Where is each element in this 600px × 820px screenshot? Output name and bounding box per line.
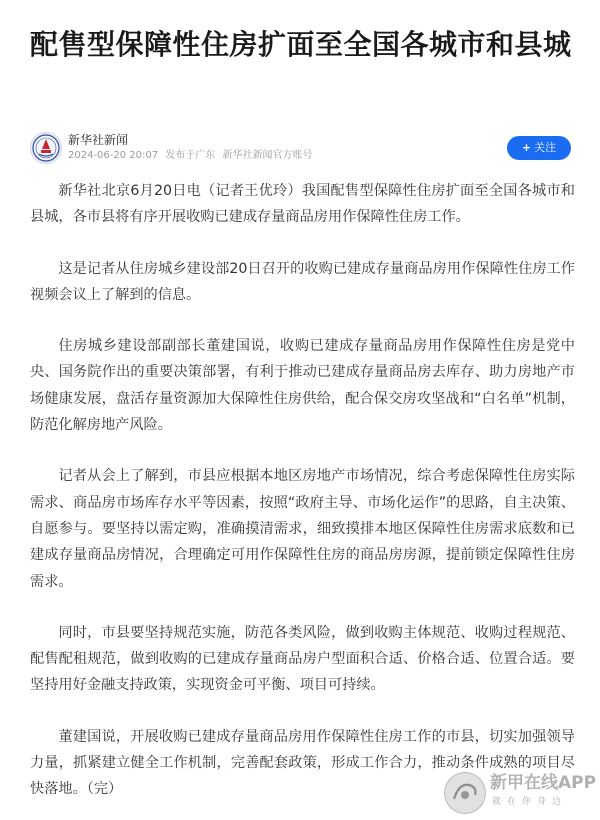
author-row [30, 130, 575, 166]
plus-icon: + [521, 141, 532, 154]
xinhua-logo-icon[interactable] [30, 132, 62, 164]
paragraph: 这是记者从住房城乡建设部20日召开的收购已建成存量商品房用作保障性住房工作视频会议上了解到的信息。 [30, 260, 575, 303]
watermark-app-name: 新甲在线APP [490, 773, 597, 793]
paragraph: 记者从会上了解到，市县应根据本地区房地产市场情况，综合考虑保障性住房实际需求、商品房市场库存水平等因素，按照“政府主导、市场化运作”的思路，自主决策、自愿参与。要坚持以需定购，准确摸清需求，细致摸排本地区保障性住房需求底数和已建成存量商品房情况，合理确定可用作保障性住房的商品房房源，提前锁定保障性住房需求。 [30, 468, 575, 590]
publish-location: 发布于广东 [165, 150, 216, 161]
publish-time: 2024-06-20 20:07 [68, 150, 159, 161]
follow-label: 关注 [534, 141, 557, 154]
paragraph: 新华社北京6月20日电（记者王优玲）我国配售型保障性住房扩面至全国各城市和县城，各市县将有序开展收购已建成存量商品房用作保障性住房工作。 [30, 183, 575, 226]
avatar-logo-graphic [31, 133, 61, 163]
paragraph: 同时，市县要坚持规范实施，防范各类风险，做到收购主体规范、收购过程规范、配售配租规范，做到收购的已建成存量商品房户型面积合适、价格合适、位置合适。要坚持用好金融支持政策，实现资金可平衡、项目可持续。 [30, 624, 575, 694]
paragraph: 住房城乡建设部副部长董建国说，收购已建成存量商品房用作保障性住房是党中央、国务院作出的重要决策部署，有利于推动已建成存量商品房去库存、助力房地产市场健康发展，盘活存量资源加大保障性住房供给，配合保交房攻坚战和“白名单”机制，防范化解房地产风险。 [30, 338, 575, 434]
publish-meta [68, 149, 317, 163]
follow-button[interactable] [507, 136, 571, 160]
source-name[interactable]: 新华社新闻 [68, 133, 129, 147]
watermark-slogan: 就在你身边 [492, 797, 568, 807]
account-type: 新华社新闻官方账号 [222, 150, 313, 161]
paragraph: 董建国说，开展收购已建成存量商品房用作保障性住房工作的市县，切实加强领导力量，抓紧建立健全工作机制，完善配套政策，形成工作合力，推动条件成熟的项目尽快落地。（完） [30, 728, 575, 798]
article-body [30, 178, 575, 820]
article-title: 配售型保障性住房扩面至全国各城市和县城 [30, 28, 572, 61]
